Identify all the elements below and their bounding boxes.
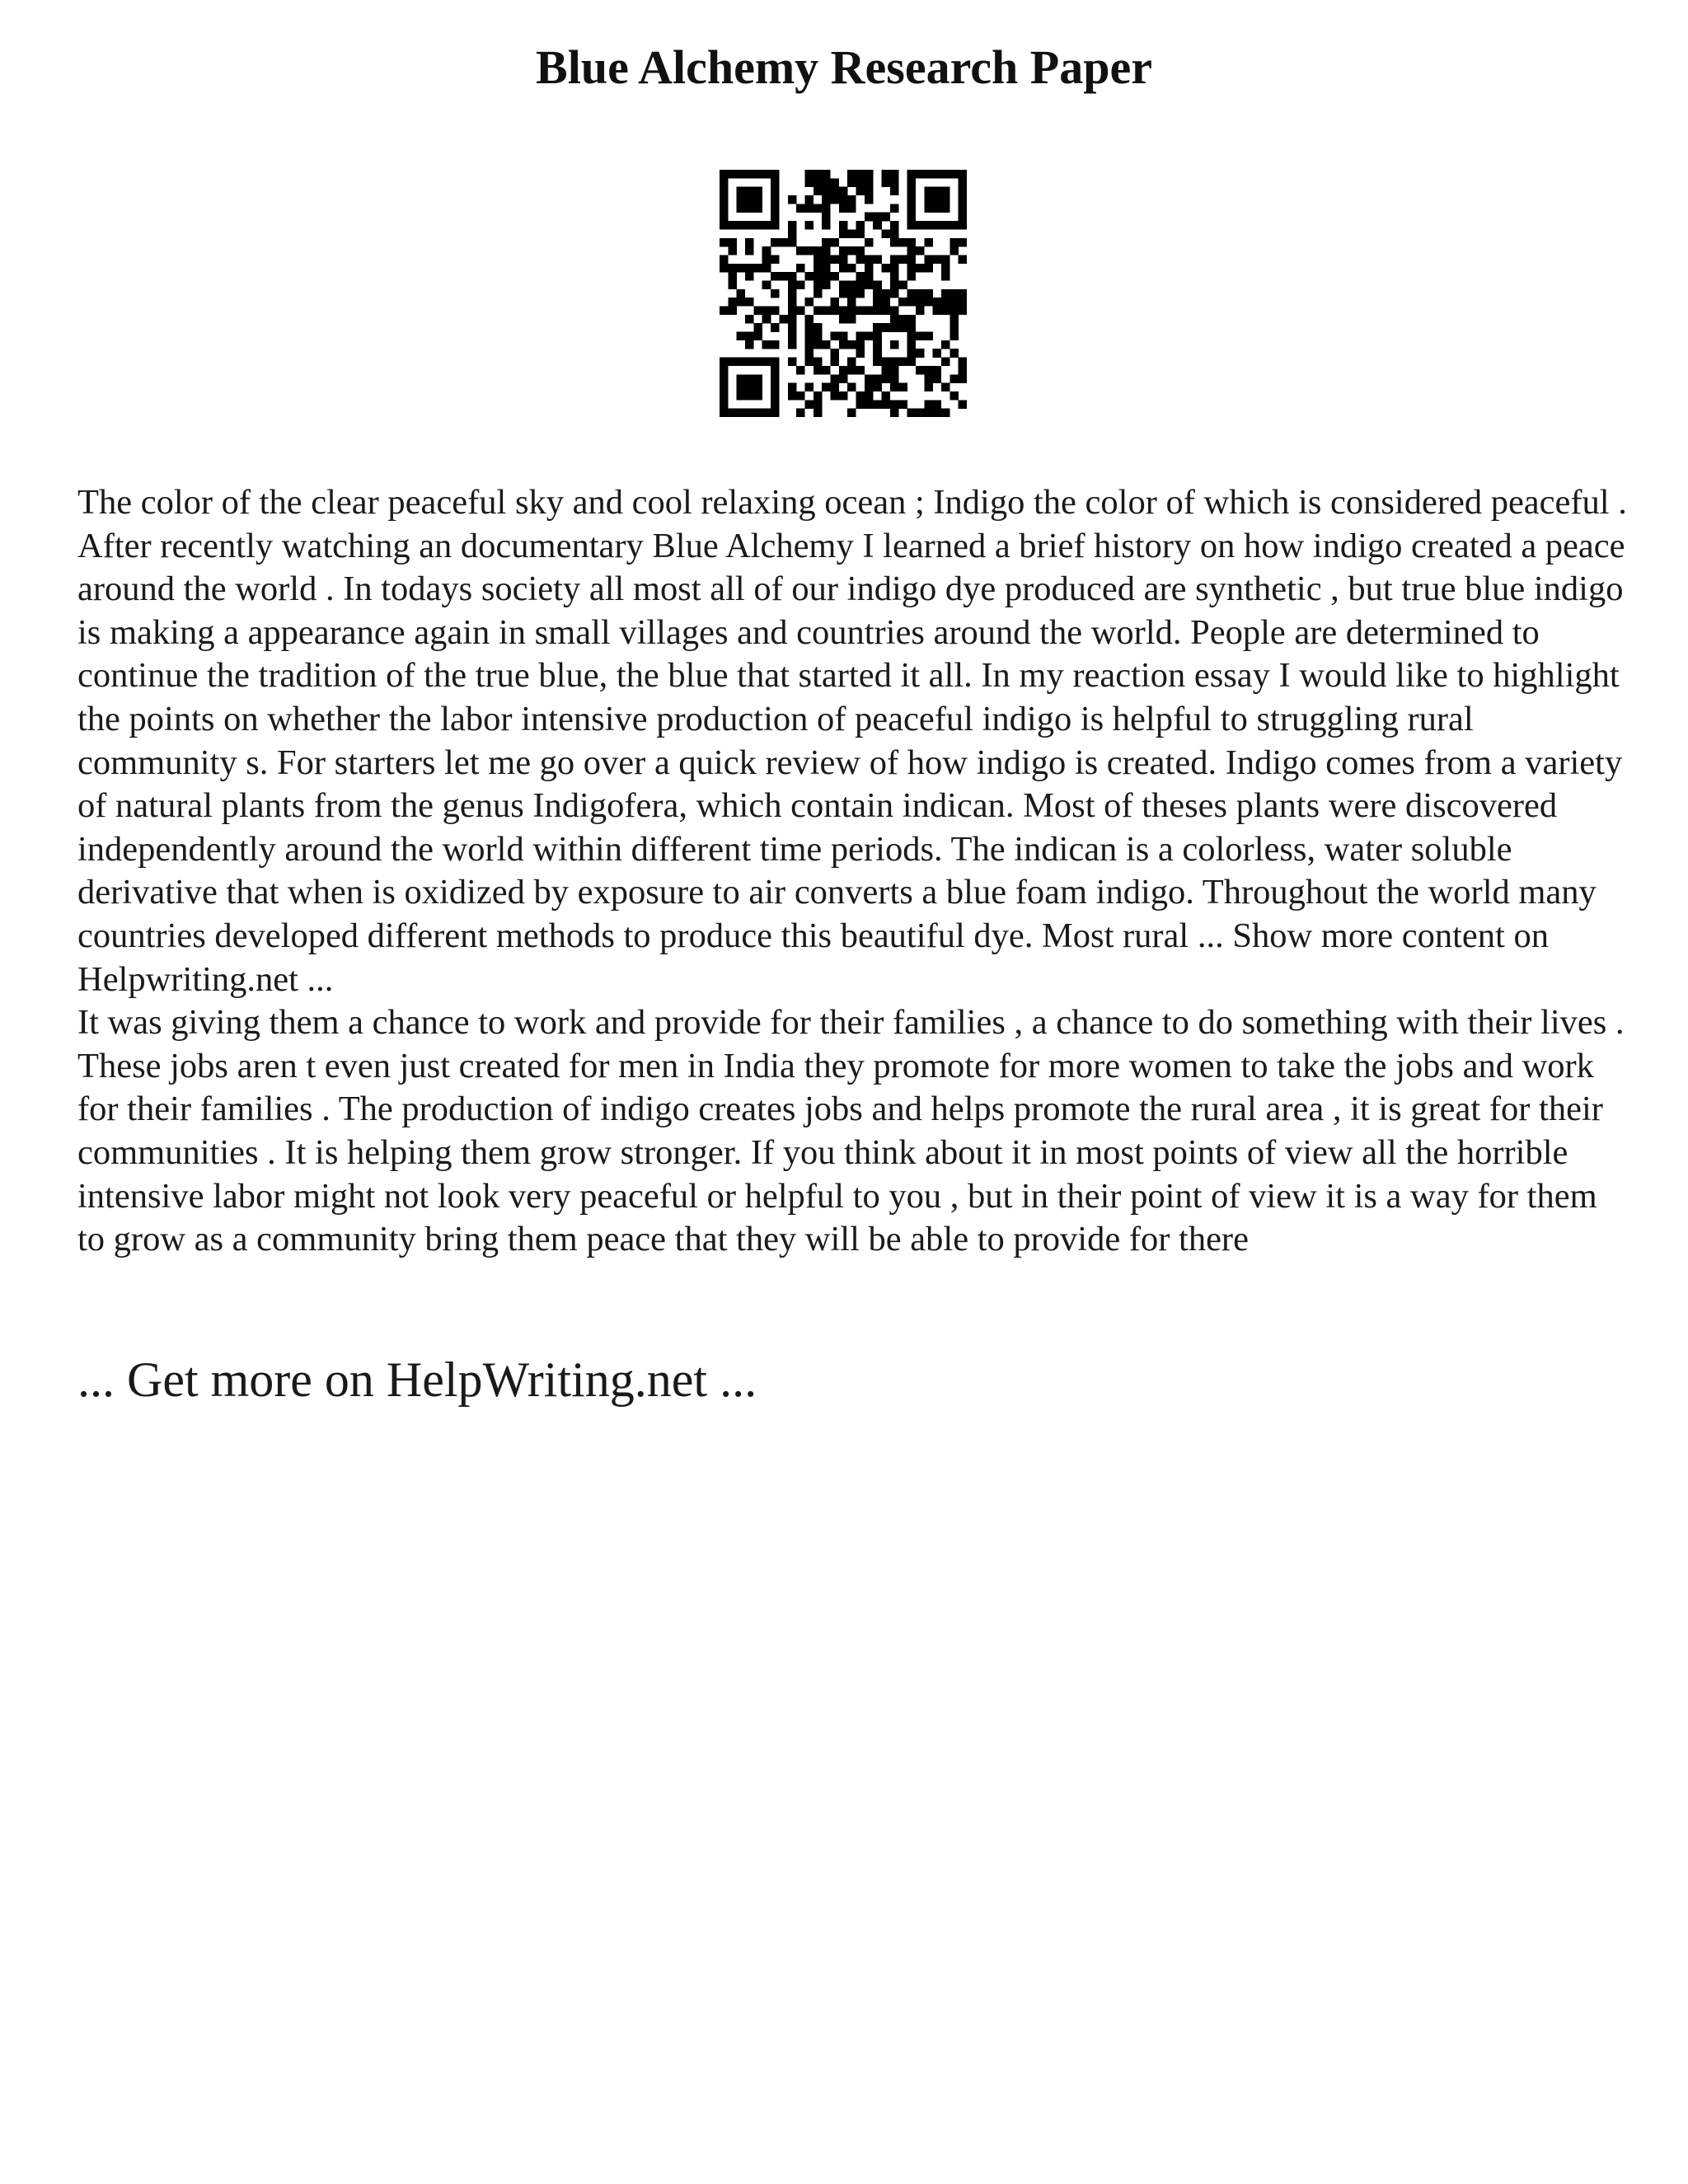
body-paragraph-2: It was giving them a chance to work and provide for their families , a chance to do something with their lives . These jobs aren t even just created for men in India they promote for more women to take the jobs and work for their families . The production of indigo creates jobs and helps promote the rural area , it is great for their communities . It is helping them grow stronger. If you think about it in most points of view all the horrible intensive labor might not look very peaceful or helpful to you , but in their point of view it is a way for them to grow as a community bring them peace that they will be able to provide for there	[77, 1003, 1625, 1259]
document-title: Blue Alchemy Research Paper	[536, 40, 1152, 94]
get-more-link[interactable]: ... Get more on HelpWriting.net ...	[77, 1352, 757, 1407]
document-body	[77, 481, 1627, 1262]
qr-code-icon	[720, 170, 967, 417]
body-paragraph-1: The color of the clear peaceful sky and cool relaxing ocean ; Indigo the color of which is considered peaceful . After recently watching an documentary Blue Alchemy I learned a brief history on how indigo created a peace around the world . In todays society all most all of our indigo dye produced are synthetic , but true blue indigo is making a appearance again in small villages and countries around the world. People are determined to continue the tradition of the true blue, the blue that started it all. In my reaction essay I would like to highlight the points on whether the labor intensive production of peaceful indigo is helpful to struggling rural community s. For starters let me go over a quick review of how indigo is created. Indigo comes from a variety of natural plants from the genus Indigofera, which contain indican. Most of theses plants were discovered independently around the world within different time periods. The indican is a colorless, water soluble derivative that when is oxidized by exposure to air converts a blue foam indigo. Throughout the world many countries developed different methods to produce this beautiful dye. Most rural ... Show more content on Helpwriting.net ...	[77, 483, 1627, 999]
qr-code-modules	[720, 170, 967, 417]
